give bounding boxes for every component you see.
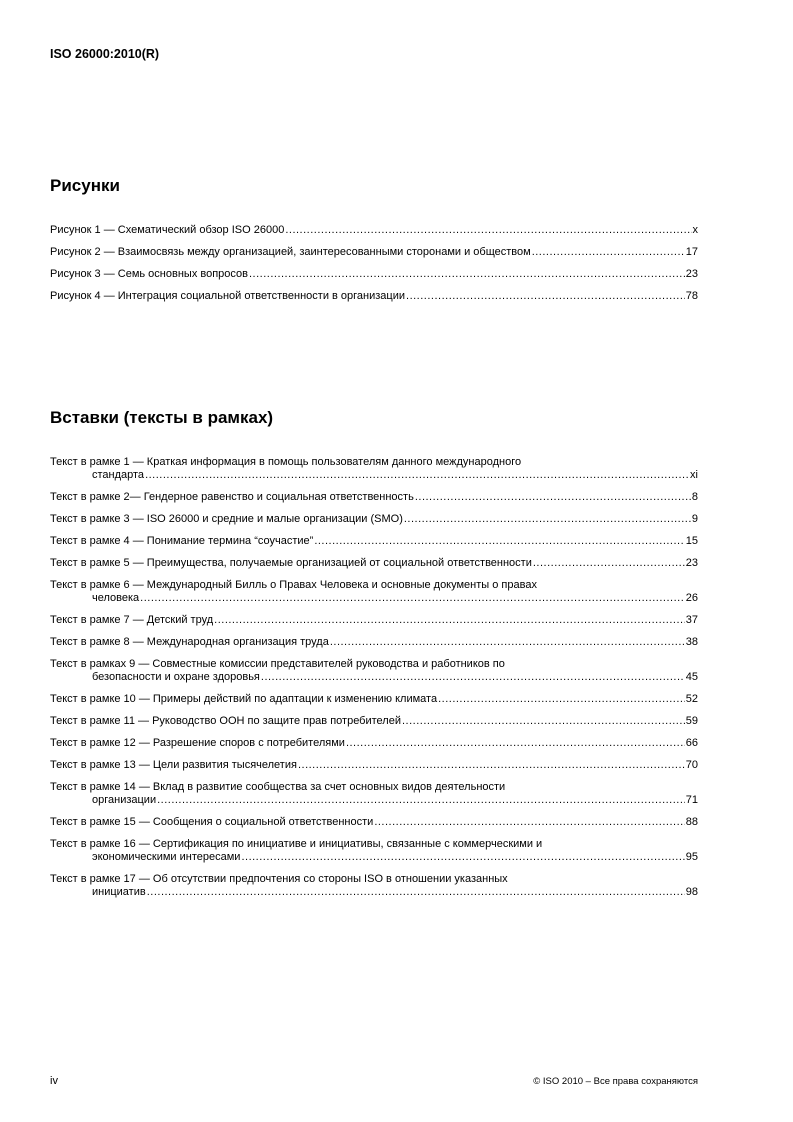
toc-entry-page: 59 (685, 715, 698, 727)
dot-leader (261, 671, 685, 684)
toc-entry-page: 45 (685, 671, 698, 683)
toc-entry[interactable] (50, 491, 698, 504)
toc-entry-label: безопасности и охране здоровья (92, 671, 260, 683)
toc-entry-label: Текст в рамке 2— Гендерное равенство и социальная ответственность (50, 491, 414, 503)
dot-leader (330, 636, 685, 649)
toc-entry-label: Текст в рамке 10 — Примеры действий по адаптации к изменению климата (50, 693, 438, 705)
toc-entry[interactable] (50, 737, 698, 750)
dot-leader (298, 759, 685, 772)
toc-entry[interactable] (50, 759, 698, 772)
dot-leader (346, 737, 685, 750)
toc-entry[interactable] (50, 268, 698, 281)
toc-entry-page: 9 (691, 513, 698, 525)
toc-entry[interactable] (50, 636, 698, 649)
toc-entry-page: 66 (685, 737, 698, 749)
toc-entry-page: 15 (685, 535, 698, 547)
toc-entry-title-line: Текст в рамке 17 — Об отсутствии предпочтения со стороны ISO в отношении указанных (50, 873, 508, 885)
toc-entry-page: xi (690, 469, 698, 481)
figures-section-title: Рисунки (50, 176, 120, 195)
toc-entry[interactable] (50, 693, 698, 706)
toc-entry-label: Рисунок 1 — Схематический обзор ISO 26000 (50, 224, 285, 236)
toc-entry-page: 71 (685, 794, 698, 806)
dot-leader (415, 491, 691, 504)
dot-leader (402, 715, 685, 728)
toc-entry[interactable] (50, 715, 698, 728)
toc-entry-label: стандарта (92, 469, 145, 481)
toc-entry-page: 70 (685, 759, 698, 771)
toc-entry-label: человека (92, 592, 140, 604)
dot-leader (140, 592, 685, 605)
dot-leader (404, 513, 691, 526)
figures-list (50, 224, 698, 312)
toc-entry-page: 23 (685, 557, 698, 569)
dot-leader (145, 469, 689, 482)
toc-entry-title-line: Текст в рамке 1 — Краткая информация в помощь пользователям данного международного (50, 456, 522, 468)
toc-entry-page: 78 (685, 290, 698, 302)
toc-entry-label: организации (92, 794, 157, 806)
toc-entry-label: Текст в рамке 12 — Разрешение споров с потребителями (50, 737, 345, 749)
toc-entry[interactable] (50, 614, 698, 627)
toc-entry[interactable] (50, 781, 698, 807)
document-header: ISO 26000:2010(R) (50, 47, 160, 61)
toc-entry-title-line: Текст в рамках 9 — Совместные комиссии представителей руководства и работников по (50, 658, 505, 670)
toc-entry[interactable] (50, 535, 698, 548)
dot-leader (406, 290, 685, 303)
toc-entry[interactable] (50, 873, 698, 899)
toc-entry[interactable] (50, 224, 698, 237)
toc-entry[interactable] (50, 838, 698, 864)
toc-entry-page: 26 (685, 592, 698, 604)
toc-entry[interactable] (50, 456, 698, 482)
boxes-list (50, 456, 698, 908)
toc-entry-page: 37 (685, 614, 698, 626)
toc-entry-page: 8 (691, 491, 698, 503)
toc-entry-page: x (692, 224, 698, 236)
toc-entry-label: Рисунок 4 — Интеграция социальной ответственности в организации (50, 290, 406, 302)
toc-entry-page: 23 (685, 268, 698, 280)
toc-entry-title-line: Текст в рамке 6 — Международный Билль о Правах Человека и основные документы о правах (50, 579, 537, 591)
toc-entry[interactable] (50, 557, 698, 570)
page-number: iv (50, 1075, 58, 1087)
toc-entry-label: Текст в рамке 15 — Сообщения о социальной ответственности (50, 816, 374, 828)
dot-leader (314, 535, 684, 548)
dot-leader (285, 224, 691, 237)
toc-entry-page: 38 (685, 636, 698, 648)
toc-entry-label: экономическими интересами (92, 851, 241, 863)
boxes-section-title: Вставки (тексты в рамках) (50, 408, 274, 427)
toc-entry-title-line: Текст в рамке 14 — Вклад в развитие сообщества за счет основных видов деятельности (50, 781, 506, 793)
toc-entry-page: 95 (685, 851, 698, 863)
toc-entry-page: 98 (685, 886, 698, 898)
toc-entry-title-line: Текст в рамке 16 — Сертификация по инициативе и инициативы, связанные с коммерческими и (50, 838, 543, 850)
toc-entry-page: 88 (685, 816, 698, 828)
toc-entry-label: Рисунок 2 — Взаимосвязь между организацией, заинтересованными сторонами и обществом (50, 246, 531, 258)
toc-entry[interactable] (50, 816, 698, 829)
toc-entry-label: Текст в рамке 8 — Международная организация труда (50, 636, 329, 648)
toc-entry-page: 17 (685, 246, 698, 258)
toc-entry-label: Текст в рамке 13 — Цели развития тысячелетия (50, 759, 297, 771)
dot-leader (147, 886, 685, 899)
toc-entry[interactable] (50, 658, 698, 684)
toc-entry[interactable] (50, 513, 698, 526)
toc-entry-label: Рисунок 3 — Семь основных вопросов (50, 268, 248, 280)
toc-entry-label: инициатив (92, 886, 146, 898)
toc-entry-label: Текст в рамке 5 — Преимущества, получаемые организацией от социальной ответственности (50, 557, 532, 569)
toc-entry[interactable] (50, 579, 698, 605)
toc-entry[interactable] (50, 290, 698, 303)
toc-entry[interactable] (50, 246, 698, 259)
toc-entry-label: Текст в рамке 7 — Детский труд (50, 614, 214, 626)
toc-entry-page: 52 (685, 693, 698, 705)
dot-leader (157, 794, 685, 807)
dot-leader (532, 246, 685, 259)
dot-leader (438, 693, 685, 706)
dot-leader (533, 557, 685, 570)
copyright-notice: © ISO 2010 – Все права сохраняются (533, 1076, 698, 1087)
toc-entry-label: Текст в рамке 11 — Руководство ООН по защите прав потребителей (50, 715, 401, 727)
dot-leader (249, 268, 685, 281)
dot-leader (374, 816, 684, 829)
toc-entry-label: Текст в рамке 4 — Понимание термина “соучастие” (50, 535, 314, 547)
dot-leader (214, 614, 685, 627)
toc-entry-label: Текст в рамке 3 — ISO 26000 и средние и малые организации (SMO) (50, 513, 403, 525)
dot-leader (241, 851, 684, 864)
